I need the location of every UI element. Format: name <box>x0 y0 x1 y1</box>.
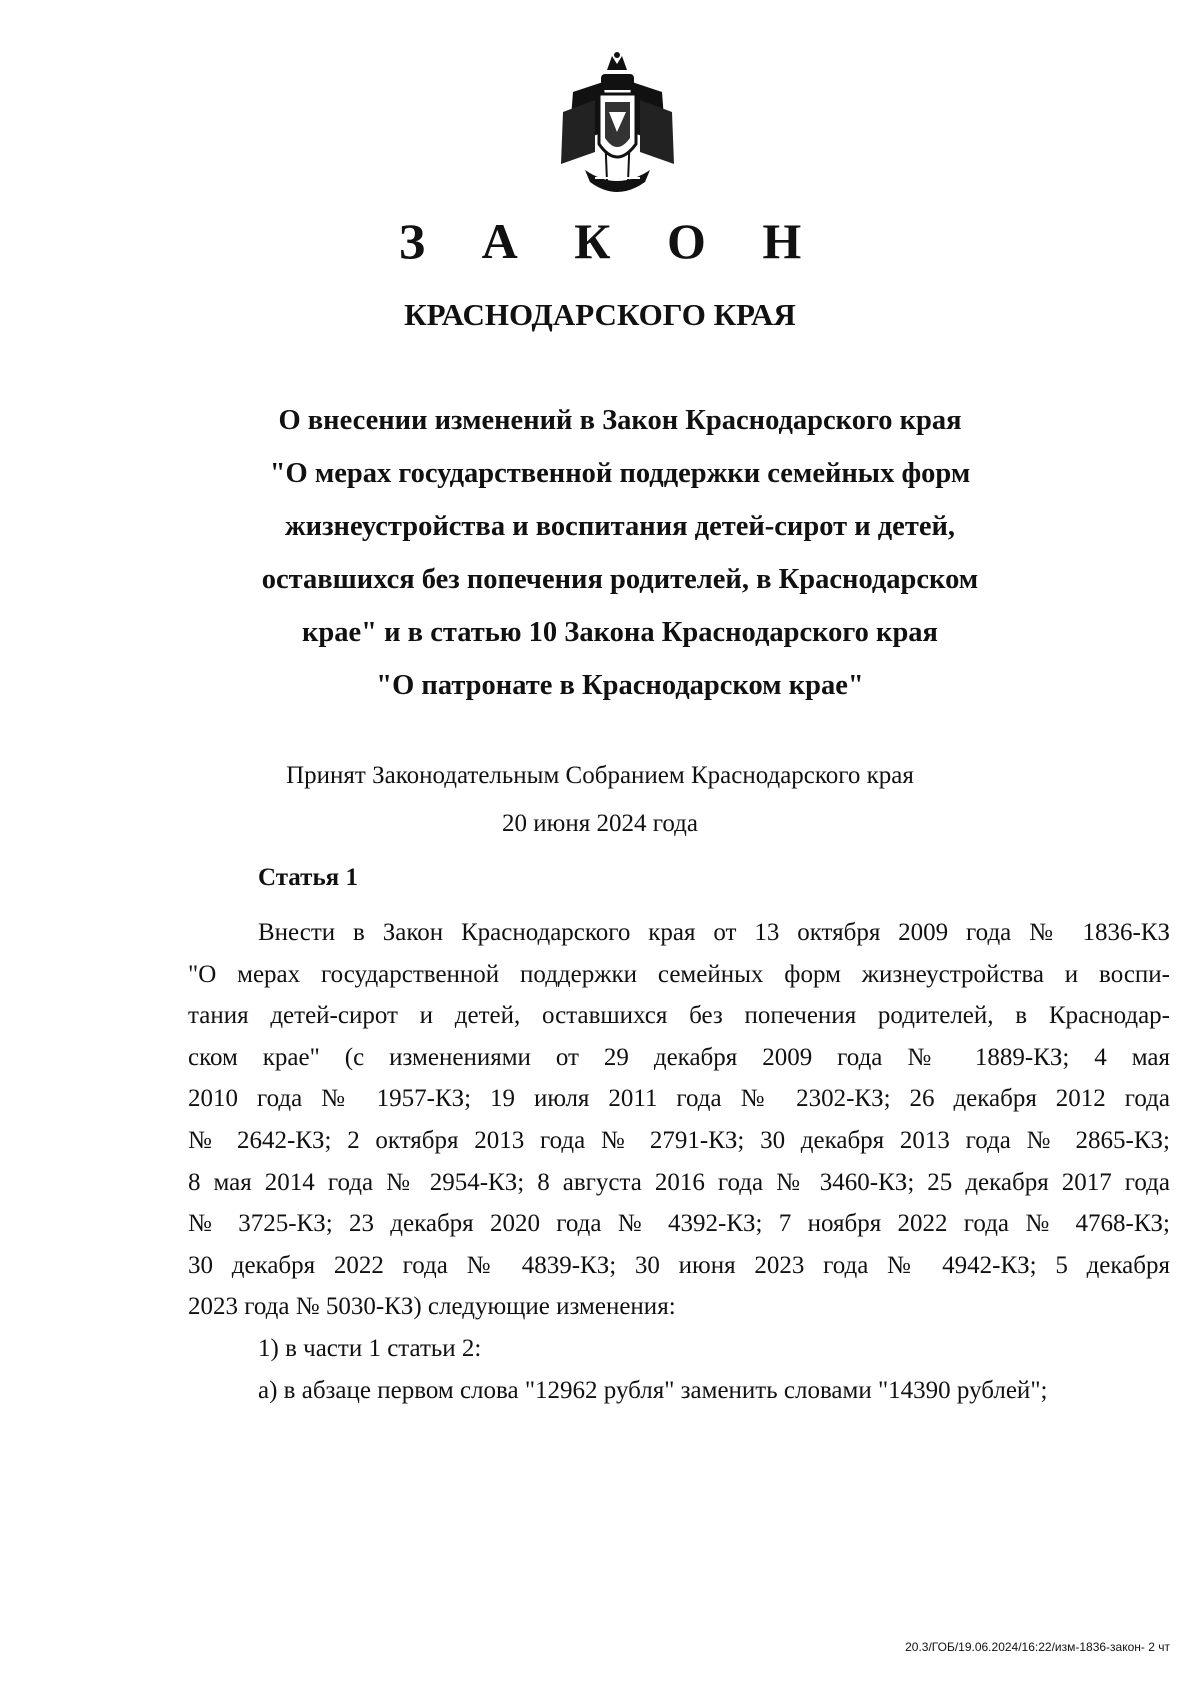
article-title: Статья 1 <box>258 864 358 891</box>
adoption-body: Принят Законодательным Собранием Краснодарского края <box>286 762 914 789</box>
heading-line: "О патронате в Краснодарском крае" <box>376 670 864 701</box>
heading-line: оставшихся без попечения родителей, в Краснодарском <box>261 564 979 595</box>
document-footer-code: 20.3/ГОБ/19.06.2024/16:22/изм-1836-закон- 2 чт <box>905 1640 1170 1654</box>
body-line: тания детей-сирот и детей, оставшихся без попечения родителей, в Краснодар- <box>188 1002 1170 1030</box>
body-line: 30 декабря 2022 года № 4839-КЗ; 30 июня 2023 года № 4942-КЗ; 5 декабря <box>188 1251 1170 1279</box>
body-line: ском крае" (с изменениями от 29 декабря 2009 года № 1889-КЗ; 4 мая <box>188 1043 1170 1071</box>
heading-line: крае" и в статью 10 Закона Краснодарского края <box>302 617 938 648</box>
heading-line: "О мерах государственной поддержки семейных форм <box>269 458 971 489</box>
krasnodar-coat-of-arms-emblem <box>555 52 680 204</box>
article-body <box>188 912 1170 1411</box>
body-line: а) в абзаце первом слова "12962 рубля" заменить словами "14390 рублей"; <box>258 1376 1048 1404</box>
body-line: 1) в части 1 статьи 2: <box>258 1334 482 1362</box>
issuing-region-subtitle: КРАСНОДАРСКОГО КРАЯ <box>404 297 796 332</box>
body-line: № 3725-КЗ; 23 декабря 2020 года № 4392-КЗ; 7 ноября 2022 года № 4768-КЗ; <box>188 1210 1170 1238</box>
heading-line: жизнеустройства и воспитания детей-сирот и детей, <box>284 511 956 542</box>
adoption-date: 20 июня 2024 года <box>502 810 698 837</box>
body-line: 2023 года № 5030-КЗ) следующие изменения: <box>188 1293 676 1321</box>
body-line: 2010 года № 1957-КЗ; 19 июля 2011 года № 2302-КЗ; 26 декабря 2012 года <box>188 1085 1170 1113</box>
law-heading <box>180 394 1060 712</box>
adoption-note <box>0 752 1200 848</box>
document-type-title: З А К О Н <box>398 213 824 269</box>
body-line: 8 мая 2014 года № 2954-КЗ; 8 августа 2016 года № 3460-КЗ; 25 декабря 2017 года <box>188 1168 1170 1196</box>
body-line: "О мерах государственной поддержки семейных форм жизнеустройства и воспи- <box>188 960 1170 988</box>
heading-line: О внесении изменений в Закон Краснодарского края <box>278 405 962 436</box>
body-line: № 2642-КЗ; 2 октября 2013 года № 2791-КЗ; 30 декабря 2013 года № 2865-КЗ; <box>188 1126 1170 1154</box>
body-line: Внести в Закон Краснодарского края от 13 октября 2009 года № 1836-КЗ <box>258 919 1170 946</box>
